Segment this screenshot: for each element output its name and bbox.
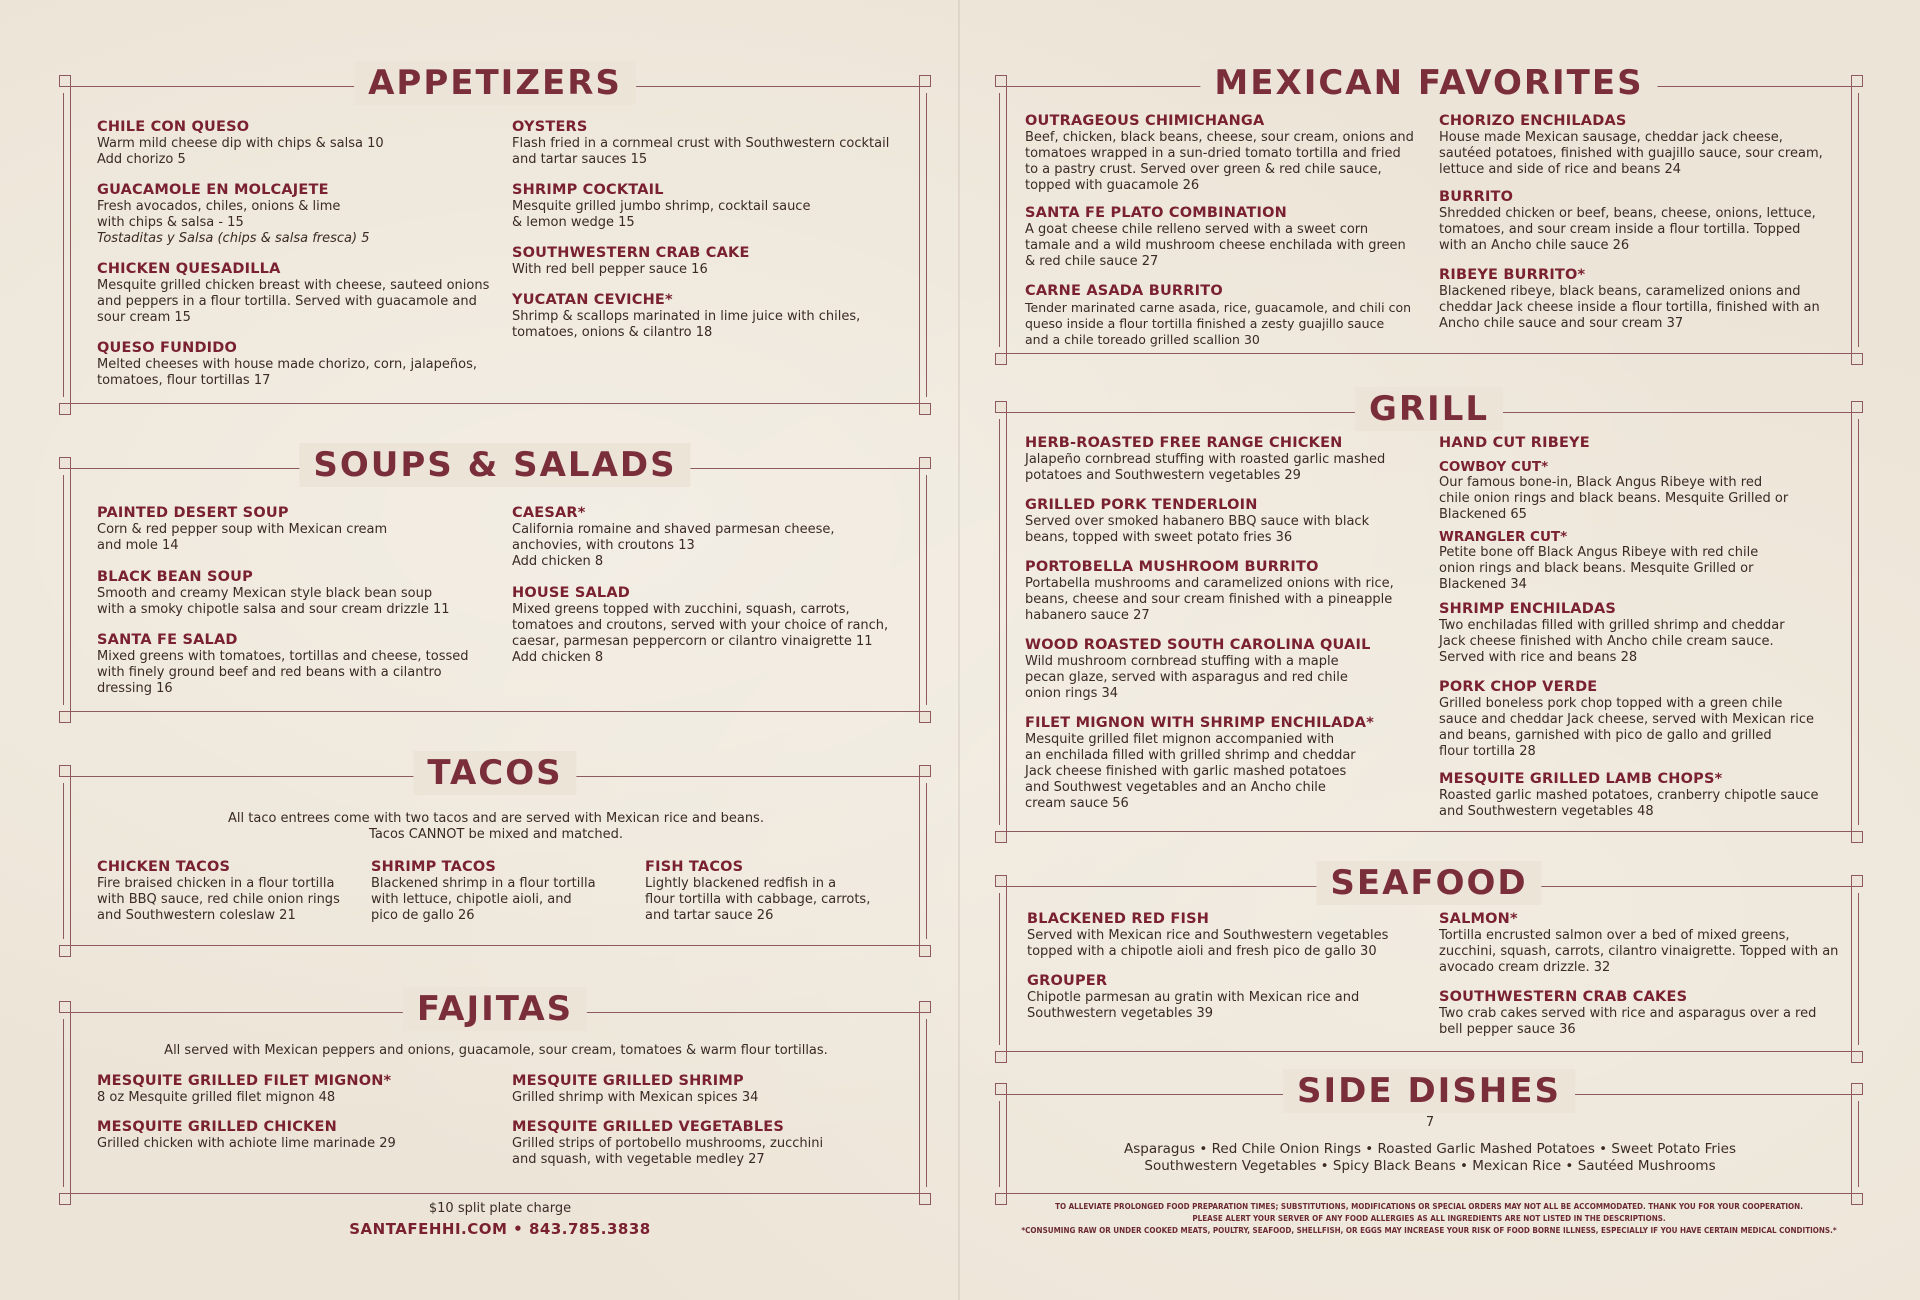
menu-item	[512, 505, 912, 570]
appetizers-title: APPETIZERS	[354, 61, 636, 105]
menu-item	[1025, 559, 1430, 624]
menu-item	[512, 1119, 912, 1168]
item-name: OYSTERS	[512, 119, 588, 135]
item-name: CARNE ASADA BURRITO	[1025, 283, 1223, 299]
item-name: SHRIMP TACOS	[371, 859, 497, 875]
item-name: MESQUITE GRILLED FILET MIGNON*	[97, 1073, 392, 1089]
item-desc: Roasted garlic mashed potatoes, cranberry chipotle sauce and Southwestern vegetables 48	[1439, 788, 1819, 819]
item-name: PORTOBELLA MUSHROOM BURRITO	[1025, 559, 1319, 575]
menu-item	[1025, 205, 1430, 270]
item-name: FILET MIGNON WITH SHRIMP ENCHILADA*	[1025, 715, 1374, 731]
item-name: HOUSE SALAD	[512, 585, 630, 601]
menu-item	[97, 632, 497, 697]
tacos-section	[70, 753, 920, 946]
menu-item	[1025, 715, 1430, 812]
menu-item	[97, 1119, 497, 1152]
item-name: CHILE CON QUESO	[97, 119, 250, 135]
side-dishes-title: SIDE DISHES	[1283, 1069, 1575, 1113]
item-name: RIBEYE BURRITO*	[1439, 267, 1586, 283]
mexican-favorites-section	[1006, 63, 1852, 354]
item-name: COWBOY CUT*	[1439, 459, 1549, 475]
soups-salads-section	[70, 445, 920, 712]
item-desc: Served over smoked habanero BBQ sauce with black beans, topped with sweet potato fries 36	[1025, 514, 1370, 545]
item-desc: Two crab cakes served with rice and asparagus over a red bell pepper sauce 36	[1439, 1006, 1817, 1037]
item-desc: Fire braised chicken in a flour tortilla with BBQ sauce, red chile onion rings and Southwestern coleslaw 21	[97, 876, 340, 923]
menu-item	[1439, 601, 1844, 666]
item-desc: California romaine and shaved parmesan cheese, anchovies, with croutons 13 Add chicken 8	[512, 522, 835, 569]
tacos-intro: All taco entrees come with two tacos and are served with Mexican rice and beans. Tacos CANNOT be mixed and matched.	[228, 811, 764, 842]
item-name: SALMON*	[1439, 911, 1518, 927]
menu-item	[1025, 497, 1430, 546]
item-name: BLACKENED RED FISH	[1027, 911, 1210, 927]
item-desc: Portabella mushrooms and caramelized onions with rice, beans, cheese and sour cream finished with a pineapple habanero sauce 27	[1025, 576, 1394, 623]
item-name: WOOD ROASTED SOUTH CAROLINA QUAIL	[1025, 637, 1371, 653]
item-desc: Two enchiladas filled with grilled shrimp and cheddar Jack cheese finished with Ancho chile cream sauce. Served with rice and beans 28	[1439, 618, 1785, 665]
item-desc: Mixed greens topped with zucchini, squash, carrots, tomatoes and croutons, served with your choice of ranch, caesar, parmesan peppercorn or cilantro vinaigrette 11 Add chicken 8	[512, 602, 889, 665]
disclaimer-line: PLEASE ALERT YOUR SERVER OF ANY FOOD ALLERGIES AS ALL INGREDIENTS ARE NOT LISTED IN THE DESCRIPTIONS.	[1192, 1214, 1666, 1223]
menu-item	[1439, 113, 1844, 178]
item-desc: Shrimp & scallops marinated in lime juice with chiles, tomatoes, onions & cilantro 18	[512, 309, 861, 340]
fajitas-section	[70, 989, 920, 1194]
item-name: SOUTHWESTERN CRAB CAKE	[512, 245, 750, 261]
menu-item	[97, 340, 497, 389]
item-desc: With red bell pepper sauce 16	[512, 262, 708, 277]
menu-item	[645, 859, 905, 924]
menu-item	[1439, 189, 1844, 254]
appetizers-section	[70, 63, 920, 404]
item-desc: Grilled chicken with achiote lime marinade 29	[97, 1136, 396, 1151]
item-desc: Petite bone off Black Angus Ribeye with red chile onion rings and black beans. Mesquite Grilled or Blackened 34	[1439, 545, 1759, 592]
item-name: OUTRAGEOUS CHIMICHANGA	[1025, 113, 1265, 129]
side-dishes-price: 7	[1425, 1115, 1435, 1130]
menu-item	[97, 1073, 497, 1106]
item-name: SHRIMP ENCHILADAS	[1439, 601, 1617, 617]
disclaimer	[1006, 1201, 1852, 1237]
menu-item	[97, 859, 357, 924]
item-name: YUCATAN CEVICHE*	[512, 292, 673, 308]
item-name: MESQUITE GRILLED SHRIMP	[512, 1073, 744, 1089]
item-desc: Corn & red pepper soup with Mexican cream and mole 14	[97, 522, 388, 553]
menu-item	[97, 505, 497, 554]
item-desc: Lightly blackened redfish in a flour tortilla with cabbage, carrots, and tartar sauce 26	[645, 876, 871, 923]
menu-item	[1025, 283, 1430, 348]
menu-item	[512, 119, 912, 168]
ribeye-heading	[1439, 435, 1844, 452]
seafood-title: SEAFOOD	[1316, 861, 1541, 905]
item-desc: Chipotle parmesan au gratin with Mexican rice and Southwestern vegetables 39	[1027, 990, 1360, 1021]
item-name: GUACAMOLE EN MOLCAJETE	[97, 182, 329, 198]
seafood-section	[1006, 863, 1852, 1052]
menu-item	[1439, 771, 1844, 820]
item-desc: Grilled boneless pork chop topped with a green chile sauce and cheddar Jack cheese, served with Mexican rice and beans, garnished with pico de gallo and grilled flour tortilla 28	[1439, 696, 1814, 759]
item-desc: Melted cheeses with house made chorizo, corn, jalapeños, tomatoes, flour tortillas 17	[97, 357, 477, 388]
contact-info: SANTAFEHHI.COM • 843.785.3838	[349, 1220, 651, 1238]
grill-section	[1006, 389, 1852, 832]
item-name: CHICKEN TACOS	[97, 859, 231, 875]
fajitas-intro: All served with Mexican peppers and onions, guacamole, sour cream, tomatoes & warm flour tortillas.	[164, 1043, 828, 1058]
item-desc: Mesquite grilled chicken breast with cheese, sauteed onions and peppers in a flour tortilla. Served with guacamole and sour cream 15	[97, 278, 490, 325]
menu-item	[1025, 113, 1430, 194]
page-fold	[958, 0, 960, 1300]
item-name: HAND CUT RIBEYE	[1439, 435, 1590, 451]
item-desc: Mixed greens with tomatoes, tortillas and cheese, tossed with finely ground beef and red beans with a cilantro dressing 16	[97, 649, 469, 696]
item-desc: Fresh avocados, chiles, onions & lime with chips & salsa - 15	[97, 199, 341, 230]
item-name: PAINTED DESERT SOUP	[97, 505, 289, 521]
item-name: FISH TACOS	[645, 859, 744, 875]
item-desc: Grilled strips of portobello mushrooms, zucchini and squash, with vegetable medley 27	[512, 1136, 824, 1167]
item-desc: Warm mild cheese dip with chips & salsa 10 Add chorizo 5	[97, 136, 384, 167]
mexican-favorites-title: MEXICAN FAVORITES	[1200, 61, 1657, 105]
disclaimer-line: TO ALLEVIATE PROLONGED FOOD PREPARATION TIMES; SUBSTITUTIONS, MODIFICATIONS OR SPECIAL ORDERS MAY NOT ALL BE ACCOMMODATED. THANK YOU FOR YOUR COOPERATION.	[1055, 1202, 1803, 1211]
menu-item	[97, 569, 497, 618]
item-name: MESQUITE GRILLED VEGETABLES	[512, 1119, 785, 1135]
tacos-title: TACOS	[413, 751, 576, 795]
menu-item	[1439, 529, 1844, 593]
menu-item	[1439, 989, 1849, 1038]
split-plate-charge: $10 split plate charge	[428, 1201, 572, 1216]
item-desc: Grilled shrimp with Mexican spices 34	[512, 1090, 759, 1105]
menu-item	[97, 182, 487, 247]
fajitas-title: FAJITAS	[403, 987, 587, 1031]
menu-item	[97, 261, 497, 326]
item-name: PORK CHOP VERDE	[1439, 679, 1598, 695]
item-desc: Jalapeño cornbread stuffing with roasted garlic mashed potatoes and Southwestern vegetables 29	[1025, 452, 1386, 483]
menu-item	[1439, 459, 1844, 523]
item-name: SOUTHWESTERN CRAB CAKES	[1439, 989, 1688, 1005]
item-desc-note: Tostaditas y Salsa (chips & salsa fresca) 5	[97, 231, 370, 246]
item-desc: Beef, chicken, black beans, cheese, sour cream, onions and tomatoes wrapped in a sun-dried tomato tortilla and fried to a pastry crust. Served over green & red chile sauce, topped with guacamole 26	[1025, 130, 1414, 193]
item-desc: Blackened ribeye, black beans, caramelized onions and cheddar Jack cheese inside a flour tortilla, finished with an Ancho chile sauce and sour cream 37	[1439, 284, 1820, 331]
menu-item	[512, 585, 912, 666]
menu-item	[512, 182, 912, 231]
menu-item	[1025, 637, 1430, 702]
item-desc: 8 oz Mesquite grilled filet mignon 48	[97, 1090, 336, 1105]
item-desc: Wild mushroom cornbread stuffing with a maple pecan glaze, served with asparagus and red chile onion rings 34	[1025, 654, 1348, 701]
item-desc: Blackened shrimp in a flour tortilla with lettuce, chipotle aioli, and pico de gallo 26	[371, 876, 596, 923]
item-desc: Flash fried in a cornmeal crust with Southwestern cocktail and tartar sauces 15	[512, 136, 890, 167]
item-name: MESQUITE GRILLED LAMB CHOPS*	[1439, 771, 1723, 787]
menu-item	[512, 245, 912, 278]
menu-item	[97, 119, 487, 168]
item-name: HERB-ROASTED FREE RANGE CHICKEN	[1025, 435, 1343, 451]
item-name: BLACK BEAN SOUP	[97, 569, 253, 585]
menu-item	[512, 292, 912, 341]
item-name: MESQUITE GRILLED CHICKEN	[97, 1119, 337, 1135]
menu-item	[371, 859, 631, 924]
side-dishes-line1: Asparagus • Red Chile Onion Rings • Roasted Garlic Mashed Potatoes • Sweet Potato Fries	[1124, 1141, 1736, 1157]
item-desc: Smooth and creamy Mexican style black bean soup with a smoky chipotle salsa and sour cream drizzle 11	[97, 586, 450, 617]
item-desc: Tender marinated carne asada, rice, guacamole, and chili con queso inside a flour tortilla finished a zesty guajillo sauce and a chile toreado grilled scallion 30	[1025, 300, 1412, 347]
item-name: WRANGLER CUT*	[1439, 529, 1568, 545]
item-name: CHORIZO ENCHILADAS	[1439, 113, 1627, 129]
menu-item	[1025, 435, 1430, 484]
item-desc: A goat cheese chile relleno served with a sweet corn tamale and a wild mushroom cheese enchilada with green & red chile sauce 27	[1025, 222, 1406, 269]
soups-salads-title: SOUPS & SALADS	[299, 443, 690, 487]
item-name: SANTA FE PLATO COMBINATION	[1025, 205, 1287, 221]
item-name: SANTA FE SALAD	[97, 632, 238, 648]
disclaimer-line: *CONSUMING RAW OR UNDER COOKED MEATS, POULTRY, SEAFOOD, SHELLFISH, OR EGGS MAY INCREASE YOUR RISK OF FOOD BORNE ILLNESS, ESPECIALLY IF YOU HAVE CERTAIN MEDICAL CONDITIONS.*	[1021, 1226, 1837, 1235]
item-desc: Served with Mexican rice and Southwestern vegetables topped with a chipotle aioli and fresh pico de gallo 30	[1027, 928, 1389, 959]
menu-item	[1027, 973, 1432, 1022]
menu-item	[1439, 679, 1844, 760]
item-desc: Our famous bone-in, Black Angus Ribeye with red chile onion rings and black beans. Mesquite Grilled or Blackened 65	[1439, 475, 1789, 522]
item-desc: Shredded chicken or beef, beans, cheese, onions, lettuce, tomatoes, and sour cream inside a flour tortilla. Topped with an Ancho chile sauce 26	[1439, 206, 1816, 253]
item-name: CAESAR*	[512, 505, 586, 521]
menu-item	[512, 1073, 912, 1106]
grill-title: GRILL	[1355, 387, 1503, 431]
item-name: CHICKEN QUESADILLA	[97, 261, 281, 277]
side-dishes-section	[1006, 1071, 1852, 1194]
item-name: SHRIMP COCKTAIL	[512, 182, 664, 198]
item-name: GRILLED PORK TENDERLOIN	[1025, 497, 1258, 513]
menu-item	[1439, 267, 1844, 332]
item-name: GROUPER	[1027, 973, 1108, 989]
side-dishes-line2: Southwestern Vegetables • Spicy Black Beans • Mexican Rice • Sautéed Mushrooms	[1144, 1158, 1716, 1174]
item-desc: House made Mexican sausage, cheddar jack cheese, sautéed potatoes, finished with guajillo sauce, sour cream, lettuce and side of rice and beans 24	[1439, 130, 1823, 177]
item-name: QUESO FUNDIDO	[97, 340, 238, 356]
item-desc: Mesquite grilled filet mignon accompanied with an enchilada filled with grilled shrimp and cheddar Jack cheese finished with garlic mashed potatoes and Southwest vegetables and an Ancho chile cream sauce 56	[1025, 732, 1356, 811]
item-desc: Tortilla encrusted salmon over a bed of mixed greens, zucchini, squash, carrots, cilantro vinaigrette. Topped with an avocado cream drizzle. 32	[1439, 928, 1839, 975]
item-desc: Mesquite grilled jumbo shrimp, cocktail sauce & lemon wedge 15	[512, 199, 811, 230]
menu-item	[1027, 911, 1432, 960]
item-name: BURRITO	[1439, 189, 1514, 205]
menu-item	[1439, 911, 1849, 976]
